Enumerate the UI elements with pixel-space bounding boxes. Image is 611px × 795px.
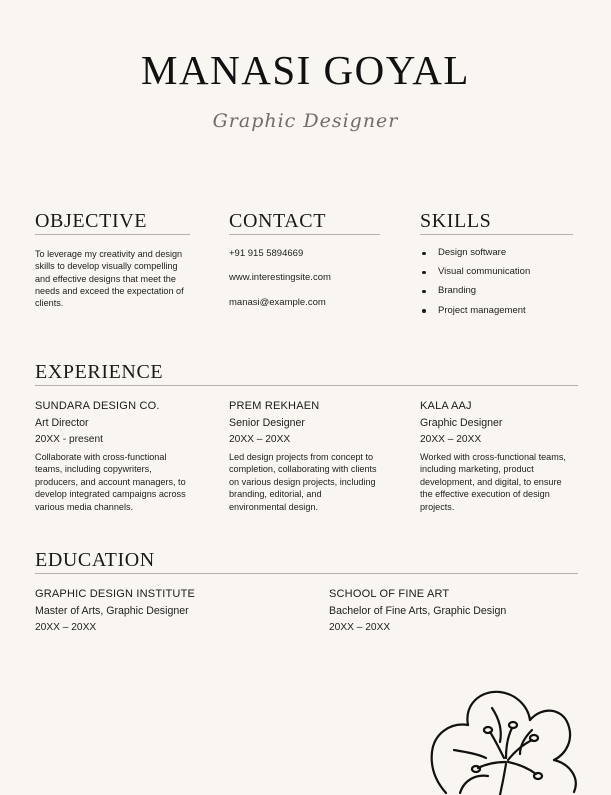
objective-divider xyxy=(35,234,190,235)
education-divider xyxy=(35,573,578,574)
job-company: KALA AAJ xyxy=(420,400,472,412)
experience-heading: EXPERIENCE xyxy=(35,361,164,383)
resume-name: MANASI GOYAL xyxy=(141,47,470,93)
contact-email: manasi@example.com xyxy=(229,297,326,308)
contact-divider xyxy=(229,234,380,235)
job-role: Graphic Designer xyxy=(420,417,503,429)
job-description: Collaborate with cross-functional teams, including copywriters, producers, and account managers, to develop integrated campaigns across various media channels. xyxy=(35,452,186,512)
skill-item: Visual communication xyxy=(420,266,530,285)
flower-line-art-icon xyxy=(420,680,610,795)
school-degree: Master of Arts, Graphic Designer xyxy=(35,605,189,617)
job-company: PREM REKHAEN xyxy=(229,400,320,412)
job-description: Led design projects from concept to completion, collaborating with clients on various design projects, including branding, editorial, and environmental design. xyxy=(229,452,377,512)
job-dates: 20XX – 20XX xyxy=(420,434,482,445)
contact-website: www.interestingsite.com xyxy=(229,272,331,283)
school-dates: 20XX – 20XX xyxy=(329,622,391,633)
job-dates: 20XX - present xyxy=(35,434,103,445)
skill-item: Branding xyxy=(420,285,530,304)
resume-role-script: Graphic Designer xyxy=(212,110,399,132)
job-company: SUNDARA DESIGN CO. xyxy=(35,400,160,412)
contact-phone: +91 915 5894669 xyxy=(229,248,304,259)
job-description: Worked with cross-functional teams, including marketing, product development, and digital, to ensure the effective execution of design projects. xyxy=(420,452,566,512)
school-name: GRAPHIC DESIGN INSTITUTE xyxy=(35,588,196,600)
skills-divider xyxy=(420,234,573,235)
skills-heading: SKILLS xyxy=(420,210,492,232)
skill-item: Project management xyxy=(420,305,530,324)
skills-list xyxy=(420,247,530,324)
skill-item: Design software xyxy=(420,247,530,266)
school-dates: 20XX – 20XX xyxy=(35,622,97,633)
school-degree: Bachelor of Fine Arts, Graphic Design xyxy=(329,605,507,617)
contact-heading: CONTACT xyxy=(229,210,327,232)
objective-heading: OBJECTIVE xyxy=(35,210,148,232)
experience-divider xyxy=(35,385,578,386)
school-name: SCHOOL OF FINE ART xyxy=(329,588,450,600)
objective-text: To leverage my creativity and design skills to develop visually compelling and effective designs that meet the needs and exceed the expectation of clients. xyxy=(35,249,184,309)
job-dates: 20XX – 20XX xyxy=(229,434,291,445)
education-heading: EDUCATION xyxy=(35,549,155,571)
job-role: Senior Designer xyxy=(229,417,305,429)
job-role: Art Director xyxy=(35,417,89,429)
